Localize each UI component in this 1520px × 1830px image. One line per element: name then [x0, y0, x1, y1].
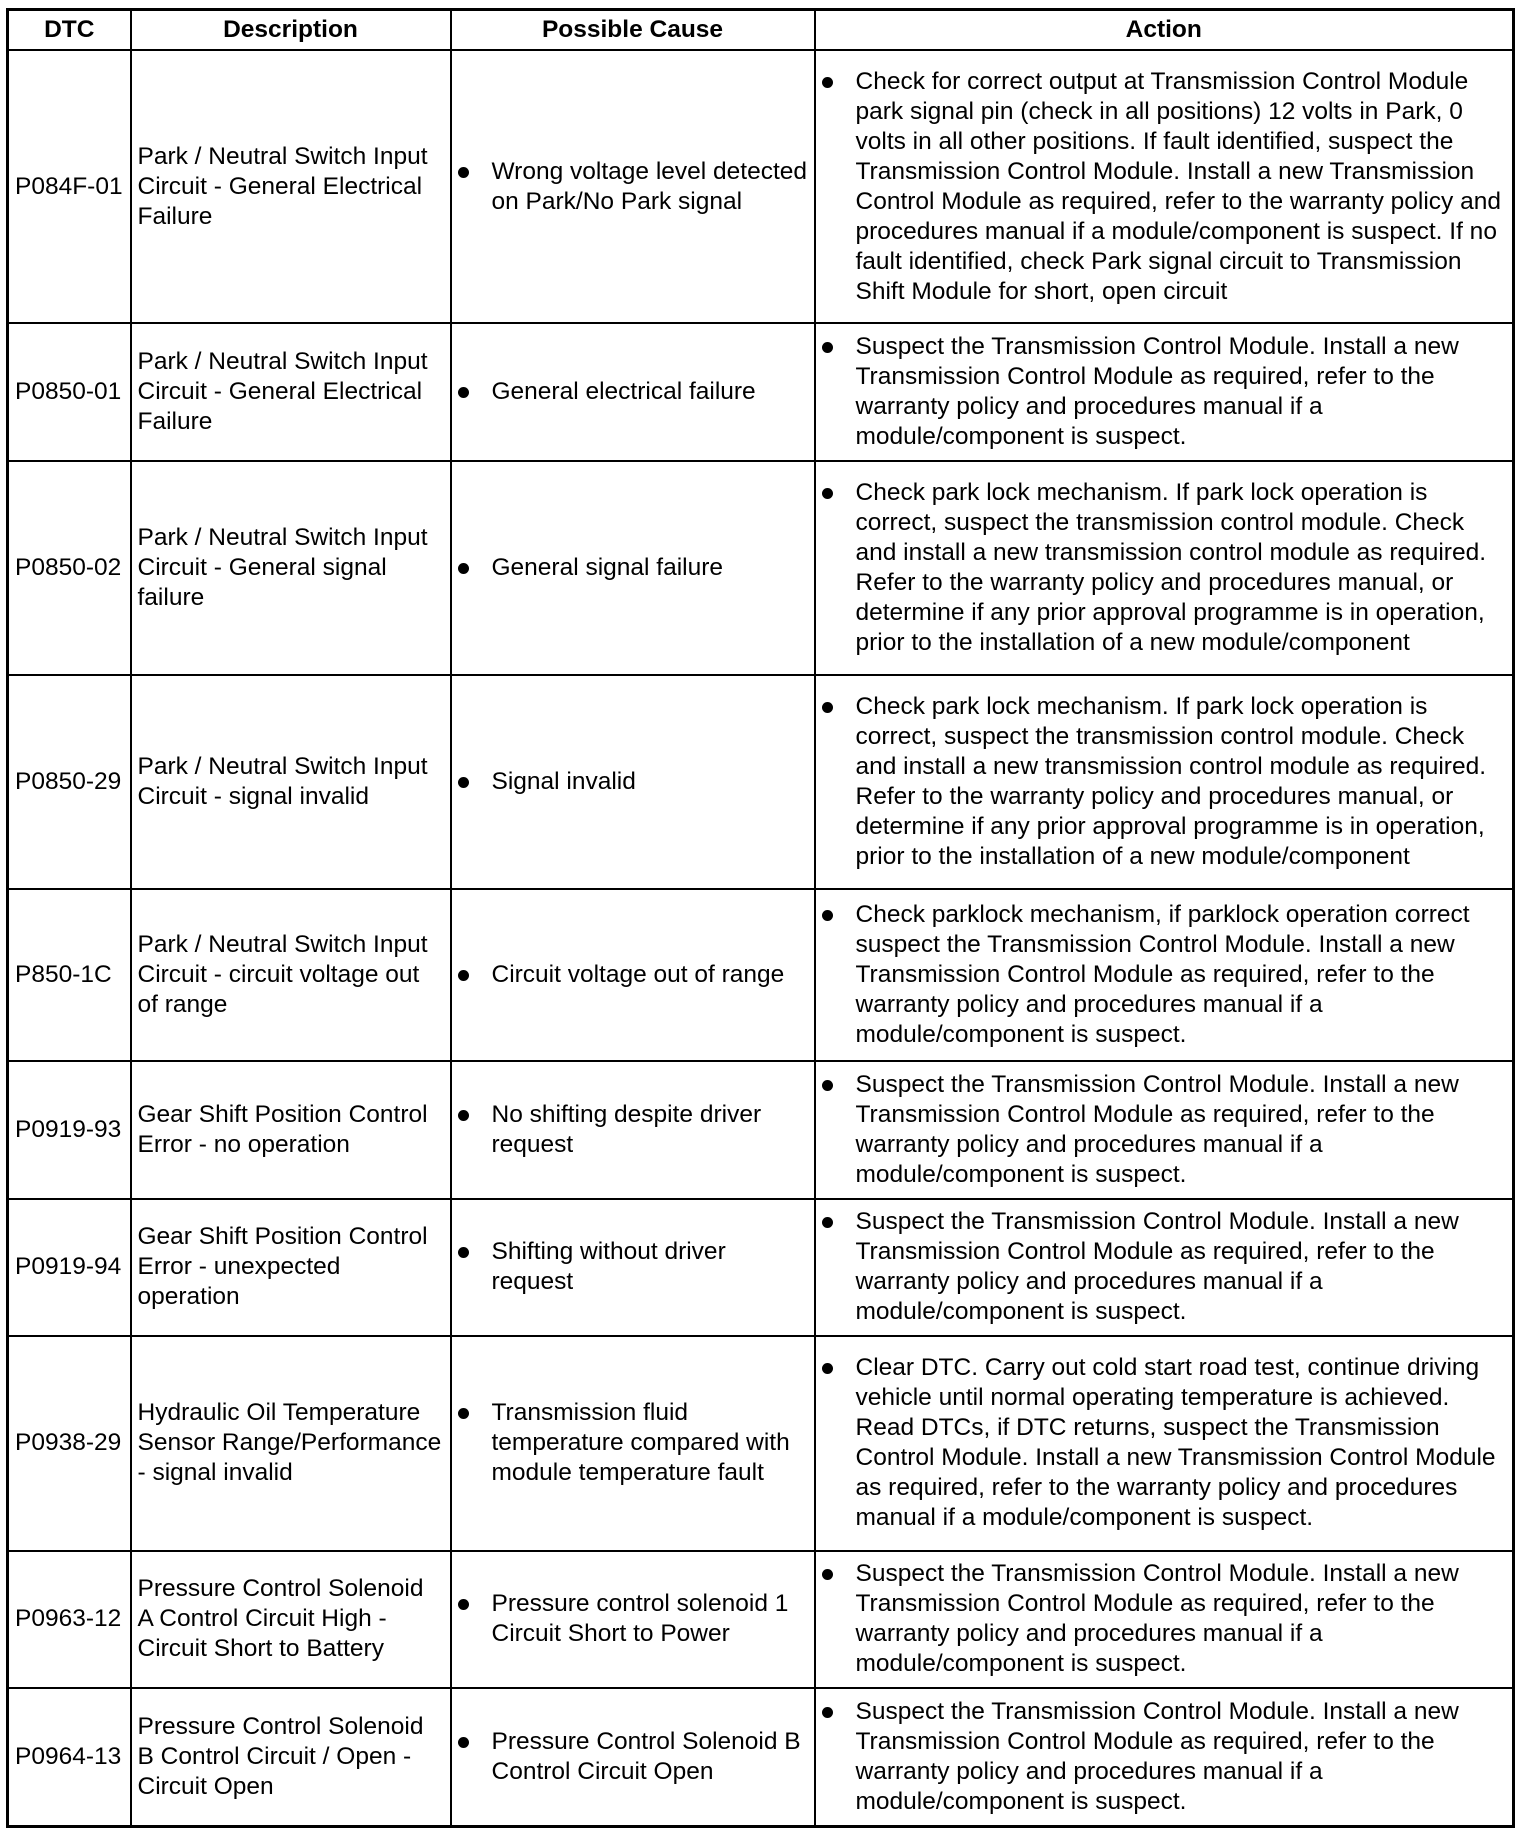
bullet-icon: [458, 1247, 469, 1258]
action-item: [822, 1207, 1507, 1327]
action-text: Check park lock mechanism. If park lock operation is correct, suspect the transmission control module. Check and install a new transmission control module as required. Refer to the warranty policy and procedures manual, or determine if any prior approval programme is in operation, prior to the installation of a new module/component: [855, 478, 1487, 656]
possible-cause-item: [458, 157, 808, 217]
possible-cause-item: [458, 960, 808, 990]
table-row: [8, 1199, 1514, 1337]
possible-cause-text: General electrical failure: [491, 377, 756, 405]
bullet-icon: [458, 1599, 469, 1610]
action-cell: [815, 461, 1514, 675]
bullet-icon: [458, 777, 469, 788]
possible-cause-cell: [451, 1199, 815, 1337]
action-text: Suspect the Transmission Control Module. Install a new Transmission Control Module as required, refer to the warranty policy and procedures manual if a module/component is suspect.: [855, 332, 1459, 450]
bullet-icon: [822, 1217, 833, 1228]
possible-cause-cell: [451, 1061, 815, 1199]
table-row: [8, 889, 1514, 1061]
table-row: [8, 675, 1514, 889]
table-row: [8, 1336, 1514, 1550]
bullet-icon: [458, 1408, 469, 1419]
dtc-code: P0850-02: [8, 461, 131, 675]
dtc-code: P0964-13: [8, 1688, 131, 1826]
dtc-description: Pressure Control Solenoid A Control Circuit High - Circuit Short to Battery: [131, 1551, 451, 1689]
header-description: Description: [131, 10, 451, 51]
table-body: [8, 50, 1514, 1827]
bullet-icon: [458, 387, 469, 398]
table-row: [8, 1061, 1514, 1199]
dtc-code: P0850-29: [8, 675, 131, 889]
action-item: [822, 1697, 1507, 1817]
dtc-code: P850-1C: [8, 889, 131, 1061]
action-item: [822, 692, 1507, 872]
possible-cause-cell: [451, 1336, 815, 1550]
table-row: [8, 323, 1514, 461]
bullet-icon: [822, 1707, 833, 1718]
dtc-code: P0938-29: [8, 1336, 131, 1550]
header-possible-cause: Possible Cause: [451, 10, 815, 51]
action-cell: [815, 1688, 1514, 1826]
action-cell: [815, 889, 1514, 1061]
table-row: [8, 1688, 1514, 1826]
action-cell: [815, 50, 1514, 323]
action-item: [822, 67, 1507, 307]
dtc-description: Park / Neutral Switch Input Circuit - circuit voltage out of range: [131, 889, 451, 1061]
dtc-code: P084F-01: [8, 50, 131, 323]
table-row: [8, 50, 1514, 323]
bullet-icon: [822, 1569, 833, 1580]
action-text: Check for correct output at Transmission Control Module park signal pin (check in all positions) 12 volts in Park, 0 volts in all other positions. If fault identified, suspect the Transmission Control Module. Install a new Transmission Control Module as required, refer to the warranty policy and procedures manual if a module/component is suspect. If no fault identified, check Park signal circuit to Transmission Shift Module for short, open circuit: [855, 67, 1501, 305]
header-row: [8, 10, 1514, 51]
bullet-icon: [822, 1080, 833, 1091]
bullet-icon: [458, 563, 469, 574]
possible-cause-text: General signal failure: [491, 553, 724, 581]
possible-cause-text: Shifting without driver request: [491, 1238, 726, 1296]
dtc-description: Park / Neutral Switch Input Circuit - General Electrical Failure: [131, 323, 451, 461]
dtc-code: P0850-01: [8, 323, 131, 461]
action-item: [822, 900, 1507, 1050]
possible-cause-item: [458, 1100, 808, 1160]
possible-cause-cell: [451, 323, 815, 461]
bullet-icon: [822, 1363, 833, 1374]
dtc-code: P0919-94: [8, 1199, 131, 1337]
possible-cause-item: [458, 1589, 808, 1649]
table-row: [8, 461, 1514, 675]
bullet-icon: [458, 167, 469, 178]
action-item: [822, 332, 1507, 452]
action-item: [822, 478, 1507, 658]
bullet-icon: [458, 1110, 469, 1121]
action-text: Clear DTC. Carry out cold start road test, continue driving vehicle until normal operating temperature is achieved. Read DTCs, if DTC returns, suspect the Transmission Control Module. Install a new Transmission Control Module as required, refer to the warranty policy and procedures manual if a module/component is suspect.: [855, 1354, 1496, 1532]
dtc-description: Gear Shift Position Control Error - unexpected operation: [131, 1199, 451, 1337]
action-text: Suspect the Transmission Control Module. Install a new Transmission Control Module as required, refer to the warranty policy and procedures manual if a module/component is suspect.: [855, 1560, 1459, 1678]
possible-cause-cell: [451, 50, 815, 323]
bullet-icon: [458, 1737, 469, 1748]
dtc-description: Pressure Control Solenoid B Control Circuit / Open - Circuit Open: [131, 1688, 451, 1826]
possible-cause-text: No shifting despite driver request: [491, 1100, 762, 1158]
dtc-description: Park / Neutral Switch Input Circuit - General signal failure: [131, 461, 451, 675]
action-text: Check park lock mechanism. If park lock operation is correct, suspect the transmission control module. Check and install a new transmission control module as required. Refer to the warranty policy and procedures manual, or determine if any prior approval programme is in operation, prior to the installation of a new module/component: [855, 693, 1487, 871]
possible-cause-cell: [451, 461, 815, 675]
dtc-code: P0963-12: [8, 1551, 131, 1689]
action-cell: [815, 323, 1514, 461]
possible-cause-text: Transmission fluid temperature compared with module temperature fault: [491, 1399, 790, 1487]
bullet-icon: [822, 702, 833, 713]
dtc-description: Gear Shift Position Control Error - no operation: [131, 1061, 451, 1199]
possible-cause-cell: [451, 1551, 815, 1689]
possible-cause-item: [458, 1237, 808, 1297]
possible-cause-cell: [451, 889, 815, 1061]
bullet-icon: [458, 970, 469, 981]
bullet-icon: [822, 77, 833, 88]
dtc-code: P0919-93: [8, 1061, 131, 1199]
possible-cause-item: [458, 553, 808, 583]
action-text: Check parklock mechanism, if parklock operation correct suspect the Transmission Control Module. Install a new Transmission Control Module as required, refer to the warranty policy and procedures manual if a module/component is suspect.: [855, 901, 1470, 1049]
action-text: Suspect the Transmission Control Module. Install a new Transmission Control Module as required, refer to the warranty policy and procedures manual if a module/component is suspect.: [855, 1070, 1459, 1188]
action-cell: [815, 1199, 1514, 1337]
possible-cause-cell: [451, 1688, 815, 1826]
possible-cause-item: [458, 1398, 808, 1488]
action-cell: [815, 1061, 1514, 1199]
dtc-description: Park / Neutral Switch Input Circuit - General Electrical Failure: [131, 50, 451, 323]
dtc-table: [6, 8, 1515, 1828]
table-row: [8, 1551, 1514, 1689]
possible-cause-text: Pressure Control Solenoid B Control Circuit Open: [491, 1728, 801, 1786]
possible-cause-text: Wrong voltage level detected on Park/No Park signal: [491, 157, 808, 215]
action-item: [822, 1559, 1507, 1679]
action-text: Suspect the Transmission Control Module. Install a new Transmission Control Module as required, refer to the warranty policy and procedures manual if a module/component is suspect.: [855, 1208, 1459, 1326]
possible-cause-text: Signal invalid: [491, 768, 636, 796]
bullet-icon: [822, 342, 833, 353]
possible-cause-text: Circuit voltage out of range: [491, 961, 785, 989]
possible-cause-item: [458, 767, 808, 797]
action-cell: [815, 1336, 1514, 1550]
dtc-description: Hydraulic Oil Temperature Sensor Range/Performance - signal invalid: [131, 1336, 451, 1550]
possible-cause-text: Pressure control solenoid 1 Circuit Short to Power: [491, 1590, 789, 1648]
possible-cause-item: [458, 1727, 808, 1787]
action-cell: [815, 675, 1514, 889]
action-text: Suspect the Transmission Control Module. Install a new Transmission Control Module as required, refer to the warranty policy and procedures manual if a module/component is suspect.: [855, 1698, 1459, 1816]
header-dtc: DTC: [8, 10, 131, 51]
action-item: [822, 1070, 1507, 1190]
bullet-icon: [822, 910, 833, 921]
possible-cause-cell: [451, 675, 815, 889]
header-action: Action: [815, 10, 1514, 51]
possible-cause-item: [458, 377, 808, 407]
action-item: [822, 1353, 1507, 1533]
action-cell: [815, 1551, 1514, 1689]
bullet-icon: [822, 488, 833, 499]
dtc-description: Park / Neutral Switch Input Circuit - signal invalid: [131, 675, 451, 889]
